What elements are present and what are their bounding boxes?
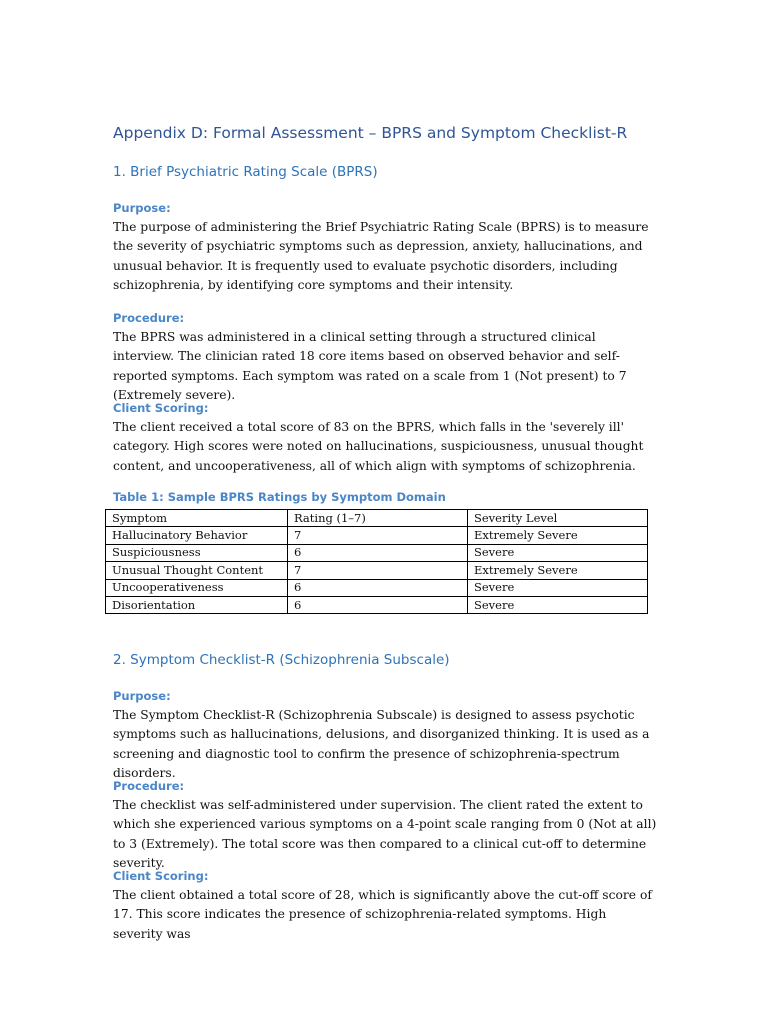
table-cell: Severe [468,596,648,613]
table-row [106,544,648,561]
table-row [106,596,648,613]
section2-scoring-text: The client obtained a total score of 28, which is significantly above the cut-off score of 17. This score indicates the presence of schizophrenia-related symptoms. High severity was [113,888,652,941]
table-cell: Disorientation [106,596,288,613]
table-cell: Severe [468,544,648,561]
table-cell: 6 [288,579,468,596]
table-cell: Uncooperativeness [106,579,288,596]
section1-procedure-label: Procedure: [113,311,185,325]
section2-heading: 2. Symptom Checklist-R (Schizophrenia Subscale) [113,652,450,668]
table-cell: Extremely Severe [468,527,648,544]
section2-procedure-label: Procedure: [113,779,185,793]
section2-purpose-label: Purpose: [113,689,171,703]
table-cell: 6 [288,544,468,561]
document-title: Appendix D: Formal Assessment – BPRS and Symptom Checklist-R [113,124,628,142]
section1-purpose-text: The purpose of administering the Brief Psychiatric Rating Scale (BPRS) is to measure the severity of psychiatric symptoms such as depression, anxiety, hallucinations, and unusual behavior. It is frequently used to evaluate psychotic disorders, including schizophrenia, by identifying core symptoms and their intensity. [113,220,649,292]
table-header-cell: Rating (1–7) [288,510,468,527]
table-cell: 7 [288,562,468,579]
table-row [106,579,648,596]
table-cell: Unusual Thought Content [106,562,288,579]
section1-purpose-label: Purpose: [113,201,171,215]
table-cell: 7 [288,527,468,544]
section1-procedure-text: The BPRS was administered in a clinical setting through a structured clinical interview. The clinician rated 18 core items based on observed behavior and self-reported symptoms. Each symptom was rated on a scale from 1 (Not present) to 7 (Extremely severe). [113,330,627,402]
table-header-row [106,510,648,527]
table-row [106,562,648,579]
section1-scoring-label: Client Scoring: [113,401,209,415]
section1-scoring-text: The client received a total score of 83 on the BPRS, which falls in the 'severely ill' category. High scores were noted on hallucinations, suspiciousness, unusual thought content, and uncooperativeness, all of which align with symptoms of schizophrenia. [113,420,644,473]
table-cell: Suspiciousness [106,544,288,561]
section2-purpose-text: The Symptom Checklist-R (Schizophrenia Subscale) is designed to assess psychotic symptoms such as hallucinations, delusions, and disorganized thinking. It is used as a screening and diagnostic tool to confirm the presence of schizophrenia-spectrum disorders. [113,708,650,780]
section2-procedure-text: The checklist was self-administered under supervision. The client rated the extent to which she experienced various symptoms on a 4-point scale ranging from 0 (Not at all) to 3 (Extremely). The total score was then compared to a clinical cut-off to determine severity. [113,798,657,870]
table-header-cell: Severity Level [468,510,648,527]
bprs-ratings-table [105,509,648,614]
table-cell: Severe [468,579,648,596]
table-caption: Table 1: Sample BPRS Ratings by Symptom Domain [113,490,446,504]
table-header-cell: Symptom [106,510,288,527]
section2-scoring-label: Client Scoring: [113,869,209,883]
table-cell: 6 [288,596,468,613]
table-cell: Hallucinatory Behavior [106,527,288,544]
section1-heading: 1. Brief Psychiatric Rating Scale (BPRS) [113,164,378,180]
table-row [106,527,648,544]
table-cell: Extremely Severe [468,562,648,579]
